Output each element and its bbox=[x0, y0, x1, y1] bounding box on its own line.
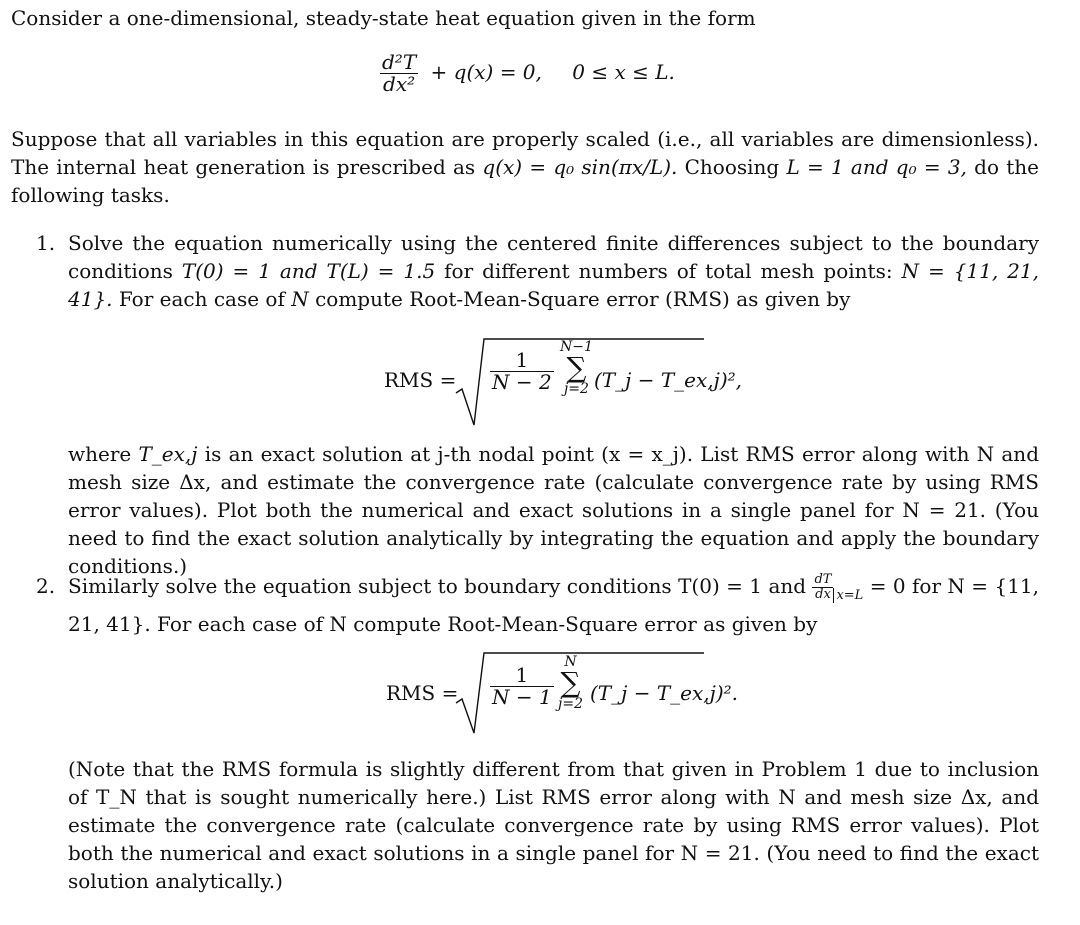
task2-text-a: Similarly solve the equation subject to boundary conditions T(0) = 1 and bbox=[68, 574, 813, 598]
derivative-evaluation-point: x=L bbox=[833, 588, 863, 603]
task1-after-a: where bbox=[68, 442, 139, 466]
derivative-denominator: dx bbox=[815, 587, 831, 602]
task2-text-b: = 0 for N = {11, 21, 41}. For each case of N compute Root-Mean-Square error as given by bbox=[68, 574, 1040, 636]
rms1-numerator: 1 bbox=[515, 348, 529, 372]
task1-text bbox=[68, 229, 1039, 313]
rms1-label: RMS = bbox=[384, 368, 457, 392]
second-derivative-denominator: dx² bbox=[383, 72, 416, 96]
rms1-sum-upper: N−1 bbox=[560, 339, 593, 355]
rms1-summand: (T_j − T_ex,j)², bbox=[594, 368, 743, 392]
setup-text-c: do the following tasks. bbox=[11, 155, 1039, 207]
task1-text-a: Solve the equation numerically using the centered finite differences subject to the boundary conditions bbox=[68, 231, 1039, 283]
task2-derivative bbox=[812, 573, 833, 601]
rms1-denominator: N − 2 bbox=[492, 370, 552, 394]
intro-line: Consider a one-dimensional, steady-state heat equation given in the form bbox=[11, 6, 756, 30]
derivative-numerator: dT bbox=[814, 572, 832, 588]
task1-n-set: N = {11, 21, 41}. bbox=[68, 259, 1039, 311]
setup-paragraph bbox=[11, 125, 1039, 209]
rms2-fraction bbox=[490, 665, 554, 708]
second-derivative bbox=[380, 52, 418, 95]
task1-text-b: for different numbers of total mesh points: bbox=[435, 259, 902, 283]
sigma-symbol: ∑ bbox=[566, 351, 587, 384]
rms2-denominator: N − 1 bbox=[492, 685, 552, 709]
second-derivative-numerator: d²T bbox=[382, 50, 417, 74]
task1-boundary-conditions: T(0) = 1 and T(L) = 1.5 bbox=[181, 259, 436, 283]
rms2-numerator: 1 bbox=[515, 663, 529, 687]
equation-domain: 0 ≤ x ≤ L. bbox=[572, 60, 675, 84]
task2-note-text: (Note that the RMS formula is slightly different from that given in Problem 1 due to inclusion of T_N that is sought numerically here.) List RMS error along with N and mesh size Δx, and estimate the convergence rate (calculate convergence rate by using RMS error values). Plot both the numerical and exact solutions in a single panel for N = 21. (You need to find the exact solution analytically.) bbox=[68, 757, 1039, 893]
intro-text bbox=[11, 4, 1039, 32]
task2-number: 2. bbox=[36, 574, 56, 598]
rms2-label: RMS = bbox=[386, 681, 459, 705]
main-equation bbox=[380, 52, 675, 95]
rms2-sum-lower: j=2 bbox=[558, 696, 583, 712]
rms1-sum-lower: j=2 bbox=[563, 381, 589, 397]
setup-text-b: Choosing bbox=[677, 155, 787, 179]
rms1-summation bbox=[560, 340, 593, 396]
rms2-sum-upper: N bbox=[564, 654, 577, 670]
task1-number: 1. bbox=[36, 231, 56, 255]
heat-generation-expr: q(x) = q₀ sin(πx/L). bbox=[482, 155, 678, 179]
rms2-summand: (T_j − T_ex,j)². bbox=[590, 681, 739, 705]
equation-rest: + q(x) = 0, bbox=[430, 60, 542, 84]
rms1-fraction bbox=[490, 350, 554, 393]
task1-n: N bbox=[291, 287, 309, 311]
rms2-summation bbox=[558, 655, 583, 711]
task1-after-b: is an exact solution at j-th nodal point (x = x_j). List RMS error along with N and mesh size Δx, and estimate the convergence rate (calculate convergence rate by using RMS error values). Plot both the numerical and exact solutions in a single panel for N = 21. (You need to find the exact solution analytically by integrating the equation and apply the boundary conditions.) bbox=[68, 442, 1039, 578]
task2-text bbox=[68, 572, 1039, 638]
task1-text-d: compute Root-Mean-Square error (RMS) as given by bbox=[308, 287, 851, 311]
exact-solution-symbol: T_ex,j bbox=[138, 442, 198, 466]
task1-text-c: For each case of bbox=[112, 287, 292, 311]
task1-continuation bbox=[68, 440, 1039, 580]
setup-text-a: Suppose that all variables in this equation are properly scaled (i.e., all variables are dimensionless). The internal heat generation is prescribed as bbox=[11, 127, 1039, 179]
task2-note bbox=[68, 755, 1039, 895]
sigma-symbol: ∑ bbox=[560, 666, 581, 699]
parameter-choice: L = 1 and q₀ = 3, bbox=[786, 155, 967, 179]
